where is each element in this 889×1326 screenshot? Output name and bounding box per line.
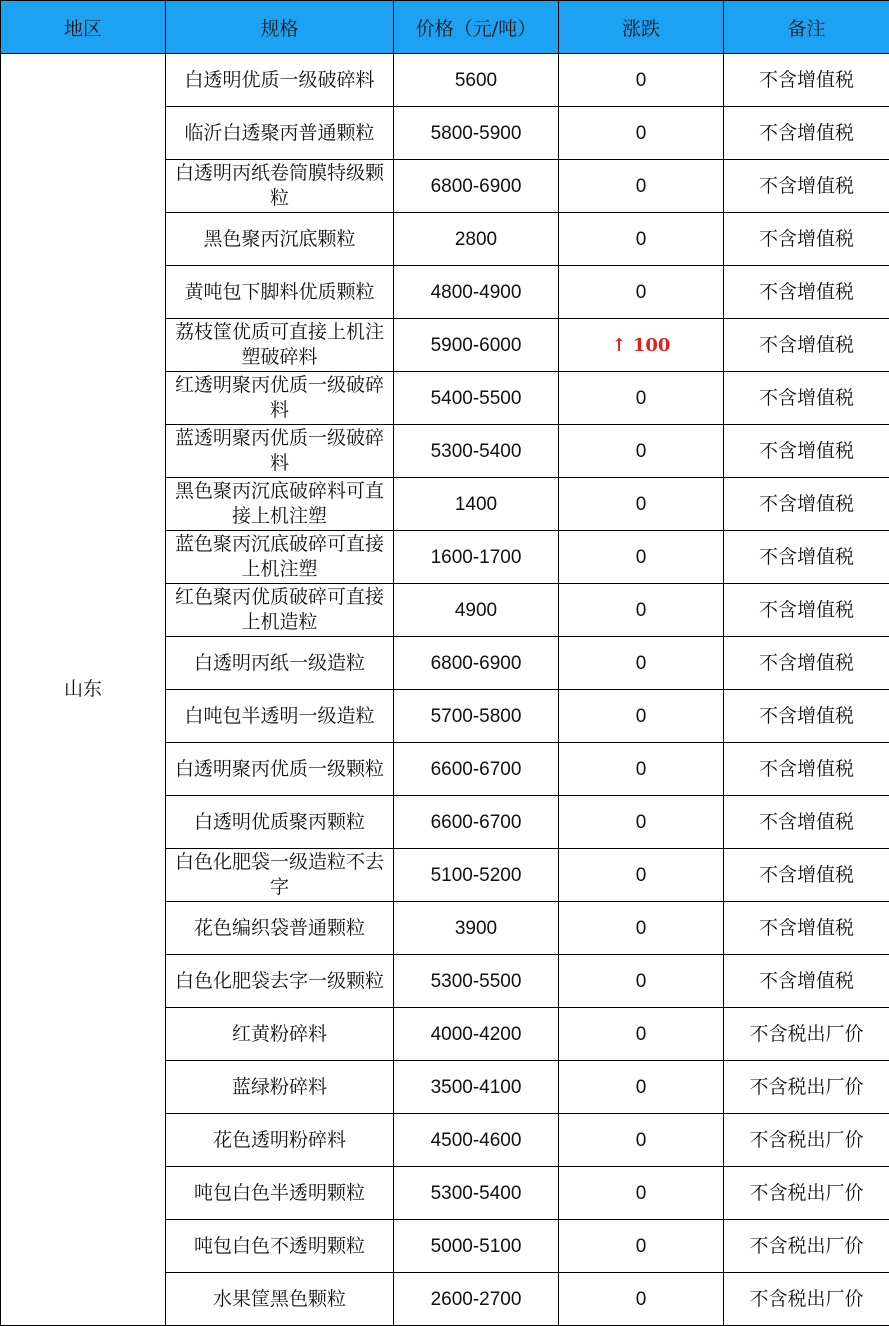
change-cell: 0 bbox=[559, 1167, 724, 1220]
spec-cell: 白透明聚丙优质一级颗粒 bbox=[166, 743, 394, 796]
note-cell: 不含增值税 bbox=[724, 425, 889, 478]
change-cell: 0 bbox=[559, 372, 724, 425]
note-cell: 不含税出厂价 bbox=[724, 1167, 889, 1220]
header-spec: 规格 bbox=[166, 1, 394, 54]
change-cell: 0 bbox=[559, 584, 724, 637]
spec-cell: 黄吨包下脚料优质颗粒 bbox=[166, 266, 394, 319]
change-cell: 0 bbox=[559, 1220, 724, 1273]
note-cell: 不含增值税 bbox=[724, 637, 889, 690]
price-cell: 1400 bbox=[394, 478, 559, 531]
change-cell: 0 bbox=[559, 425, 724, 478]
price-cell: 4800-4900 bbox=[394, 266, 559, 319]
table-body bbox=[1, 54, 889, 1326]
note-cell: 不含税出厂价 bbox=[724, 1061, 889, 1114]
change-cell: 0 bbox=[559, 531, 724, 584]
header-region: 地区 bbox=[1, 1, 166, 54]
note-cell: 不含增值税 bbox=[724, 955, 889, 1008]
change-cell: 0 bbox=[559, 266, 724, 319]
spec-cell: 蓝色聚丙沉底破碎可直接上机注塑 bbox=[166, 531, 394, 584]
price-cell: 2600-2700 bbox=[394, 1273, 559, 1326]
price-cell: 6600-6700 bbox=[394, 743, 559, 796]
spec-cell: 白色化肥袋一级造粒不去字 bbox=[166, 849, 394, 902]
price-cell: 5700-5800 bbox=[394, 690, 559, 743]
note-cell: 不含增值税 bbox=[724, 319, 889, 372]
note-cell: 不含增值税 bbox=[724, 902, 889, 955]
header-note: 备注 bbox=[724, 1, 889, 54]
note-cell: 不含增值税 bbox=[724, 743, 889, 796]
change-cell: 0 bbox=[559, 955, 724, 1008]
change-cell: 0 bbox=[559, 107, 724, 160]
change-cell: 0 bbox=[559, 1061, 724, 1114]
note-cell: 不含增值税 bbox=[724, 213, 889, 266]
spec-cell: 白吨包半透明一级造粒 bbox=[166, 690, 394, 743]
spec-cell: 花色透明粉碎料 bbox=[166, 1114, 394, 1167]
note-cell: 不含税出厂价 bbox=[724, 1273, 889, 1326]
price-cell: 5300-5500 bbox=[394, 955, 559, 1008]
change-cell: 0 bbox=[559, 213, 724, 266]
price-cell: 6600-6700 bbox=[394, 796, 559, 849]
header-row bbox=[1, 1, 889, 54]
note-cell: 不含增值税 bbox=[724, 584, 889, 637]
price-cell: 5900-6000 bbox=[394, 319, 559, 372]
price-cell: 6800-6900 bbox=[394, 637, 559, 690]
note-cell: 不含增值税 bbox=[724, 690, 889, 743]
change-cell: 0 bbox=[559, 1273, 724, 1326]
price-cell: 6800-6900 bbox=[394, 160, 559, 213]
spec-cell: 黑色聚丙沉底颗粒 bbox=[166, 213, 394, 266]
note-cell: 不含增值税 bbox=[724, 478, 889, 531]
change-cell: 0 bbox=[559, 637, 724, 690]
spec-cell: 红黄粉碎料 bbox=[166, 1008, 394, 1061]
change-cell: 0 bbox=[559, 478, 724, 531]
spec-cell: 白透明丙纸一级造粒 bbox=[166, 637, 394, 690]
note-cell: 不含增值税 bbox=[724, 849, 889, 902]
price-cell: 5000-5100 bbox=[394, 1220, 559, 1273]
spec-cell: 吨包白色不透明颗粒 bbox=[166, 1220, 394, 1273]
price-cell: 4500-4600 bbox=[394, 1114, 559, 1167]
price-cell: 3500-4100 bbox=[394, 1061, 559, 1114]
spec-cell: 白透明优质一级破碎料 bbox=[166, 54, 394, 107]
header-change: 涨跌 bbox=[559, 1, 724, 54]
spec-cell: 吨包白色半透明颗粒 bbox=[166, 1167, 394, 1220]
spec-cell: 白色化肥袋去字一级颗粒 bbox=[166, 955, 394, 1008]
spec-cell: 白透明优质聚丙颗粒 bbox=[166, 796, 394, 849]
note-cell: 不含增值税 bbox=[724, 266, 889, 319]
spec-cell: 蓝透明聚丙优质一级破碎料 bbox=[166, 425, 394, 478]
change-cell: 0 bbox=[559, 54, 724, 107]
change-cell: 0 bbox=[559, 743, 724, 796]
spec-cell: 水果筐黑色颗粒 bbox=[166, 1273, 394, 1326]
spec-cell: 花色编织袋普通颗粒 bbox=[166, 902, 394, 955]
note-cell: 不含增值税 bbox=[724, 107, 889, 160]
spec-cell: 红透明聚丙优质一级破碎料 bbox=[166, 372, 394, 425]
price-cell: 5100-5200 bbox=[394, 849, 559, 902]
change-cell: 0 bbox=[559, 796, 724, 849]
change-cell: 0 bbox=[559, 902, 724, 955]
price-cell: 1600-1700 bbox=[394, 531, 559, 584]
spec-cell: 黑色聚丙沉底破碎料可直接上机注塑 bbox=[166, 478, 394, 531]
price-cell: 5300-5400 bbox=[394, 1167, 559, 1220]
price-cell: 2800 bbox=[394, 213, 559, 266]
note-cell: 不含增值税 bbox=[724, 531, 889, 584]
note-cell: 不含税出厂价 bbox=[724, 1114, 889, 1167]
spec-cell: 白透明丙纸卷筒膜特级颗粒 bbox=[166, 160, 394, 213]
header-price: 价格（元/吨） bbox=[394, 1, 559, 54]
price-cell: 5600 bbox=[394, 54, 559, 107]
price-cell: 4900 bbox=[394, 584, 559, 637]
change-cell: 0 bbox=[559, 690, 724, 743]
change-cell bbox=[559, 319, 724, 372]
price-cell: 3900 bbox=[394, 902, 559, 955]
note-cell: 不含增值税 bbox=[724, 372, 889, 425]
change-cell: 0 bbox=[559, 1114, 724, 1167]
change-cell: 0 bbox=[559, 849, 724, 902]
price-cell: 5300-5400 bbox=[394, 425, 559, 478]
spec-cell: 临沂白透聚丙普通颗粒 bbox=[166, 107, 394, 160]
price-cell: 4000-4200 bbox=[394, 1008, 559, 1061]
note-cell: 不含增值税 bbox=[724, 54, 889, 107]
note-cell: 不含税出厂价 bbox=[724, 1220, 889, 1273]
spec-cell: 荔枝筐优质可直接上机注塑破碎料 bbox=[166, 319, 394, 372]
table-row bbox=[1, 54, 889, 107]
price-cell: 5400-5500 bbox=[394, 372, 559, 425]
spec-cell: 红色聚丙优质破碎可直接上机造粒 bbox=[166, 584, 394, 637]
change-cell: 0 bbox=[559, 1008, 724, 1061]
spec-cell: 蓝绿粉碎料 bbox=[166, 1061, 394, 1114]
note-cell: 不含税出厂价 bbox=[724, 1008, 889, 1061]
price-cell: 5800-5900 bbox=[394, 107, 559, 160]
note-cell: 不含增值税 bbox=[724, 160, 889, 213]
note-cell: 不含增值税 bbox=[724, 796, 889, 849]
change-cell: 0 bbox=[559, 160, 724, 213]
region-cell: 山东 bbox=[1, 54, 166, 1326]
change-up-value: ↑ 100 bbox=[611, 334, 671, 356]
